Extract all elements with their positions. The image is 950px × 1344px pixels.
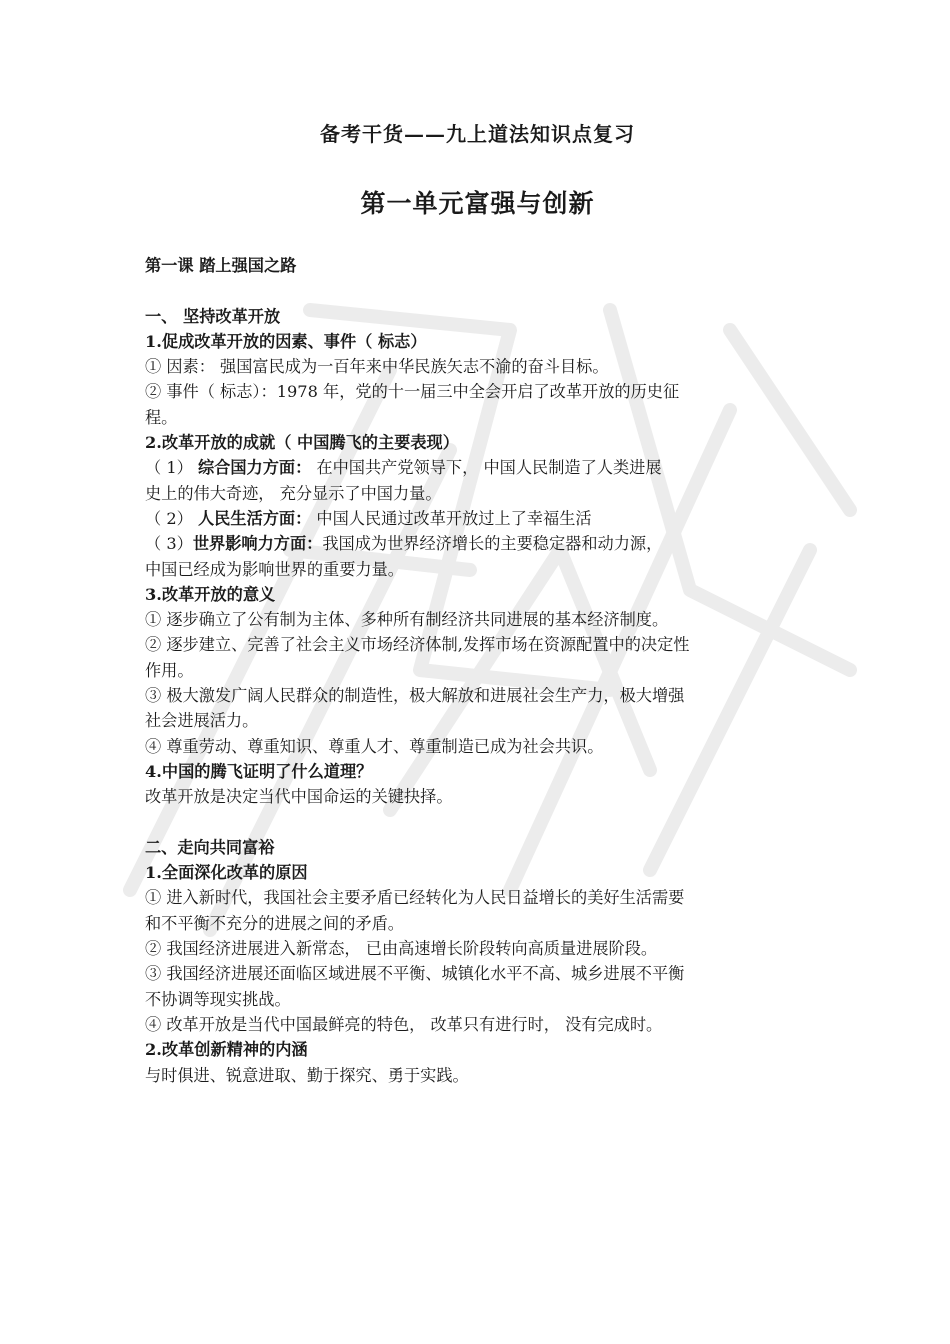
section2-heading: 二、走向共同富裕 (145, 837, 275, 857)
item-text: 我国成为世界经济增长的主要稳定器和动力源， (322, 534, 663, 554)
document-title: 备考干货——九上道法知识点复习 (320, 122, 635, 146)
s1-q2-item-cont: 史上的伟大奇迹， 充分显示了中国力量。 (145, 483, 442, 503)
s2-q1-point: ④ 改革开放是当代中国最鲜亮的特色， 改革只有进行时， 没有完成时。 (145, 1014, 663, 1034)
s2-q1-point: ② 我国经济进展进入新常态， 已由高速增长阶段转向高质量进展阶段。 (145, 939, 658, 959)
document-body (145, 253, 810, 1088)
section1-heading: 一、 坚持改革开放 (145, 306, 281, 326)
item-number: （ 1） (145, 458, 198, 478)
spacer (145, 810, 810, 835)
s2-q1-point-cont: 和不平衡不充分的进展之间的矛盾。 (145, 913, 404, 933)
s1-q3-point-cont: 作用。 (145, 660, 194, 680)
s1-q1-point-cont: 程。 (145, 407, 178, 427)
item-number: （ 2） (145, 508, 198, 528)
item-text: 在中国共产党领导下， 中国人民制造了人类进展 (311, 458, 662, 478)
s1-q4-heading: 4.中国的腾飞证明了什么道理？ (145, 761, 373, 781)
item-label: 综合国力方面： (197, 458, 312, 478)
s2-q1-heading: 1.全面深化改革的原因 (145, 863, 308, 883)
s1-q1-heading: 1.促成改革开放的因素、事件（ 标志） (145, 331, 427, 351)
s1-q1-point: ① 因素： 强国富民成为一百年来中华民族矢志不渝的奋斗目标。 (145, 357, 609, 377)
unit-title: 第一单元富强与创新 (360, 189, 595, 218)
s2-q1-point: ① 进入新时代，我国社会主要矛盾已经转化为人民日益增长的美好生活需要 (145, 888, 685, 908)
s1-q1-point: ② 事件（ 标志）：1978 年，党的十一届三中全会开启了改革开放的历史征 (145, 382, 680, 402)
item-number: （ 3） (145, 534, 193, 554)
item-label: 世界影响力方面： (192, 534, 323, 554)
s1-q2-heading: 2.改革开放的成就（ 中国腾飞的主要表现） (145, 433, 459, 453)
s1-q2-item (145, 506, 810, 531)
s2-q1-point-cont: 不协调等现实挑战。 (145, 989, 291, 1009)
s1-q3-point-cont: 社会进展活力。 (145, 711, 259, 731)
s1-q3-point: ③ 极大激发广阔人民群众的制造性，极大解放和进展社会生产力，极大增强 (145, 686, 685, 706)
s1-q3-point: ① 逐步确立了公有制为主体、多种所有制经济共同进展的基本经济制度。 (145, 610, 669, 630)
s1-q2-item-cont: 中国已经成为影响世界的重要力量。 (145, 559, 404, 579)
s1-q2-item (145, 455, 810, 480)
item-text: 中国人民通过改革开放过上了幸福生活 (311, 508, 592, 528)
s1-q3-point: ② 逐步建立、完善了社会主义市场经济体制,发挥市场在资源配置中的决定性 (145, 635, 690, 655)
s2-q2-heading: 2.改革创新精神的内涵 (145, 1040, 308, 1060)
item-label: 人民生活方面： (197, 508, 312, 528)
s1-q2-item (145, 531, 810, 556)
lesson-title: 第一课 踏上强国之路 (145, 256, 297, 275)
s1-q3-point: ④ 尊重劳动、尊重知识、尊重人才、尊重制造已成为社会共识。 (145, 736, 604, 756)
s1-q3-heading: 3.改革开放的意义 (145, 584, 276, 604)
s2-q2-answer: 与时俱进、锐意进取、勤于探究、勇于实践。 (145, 1065, 469, 1085)
spacer (145, 278, 810, 303)
s1-q4-answer: 改革开放是决定当代中国命运的关键抉择。 (145, 787, 453, 807)
s2-q1-point: ③ 我国经济进展还面临区域进展不平衡、城镇化水平不高、城乡进展不平衡 (145, 964, 685, 984)
